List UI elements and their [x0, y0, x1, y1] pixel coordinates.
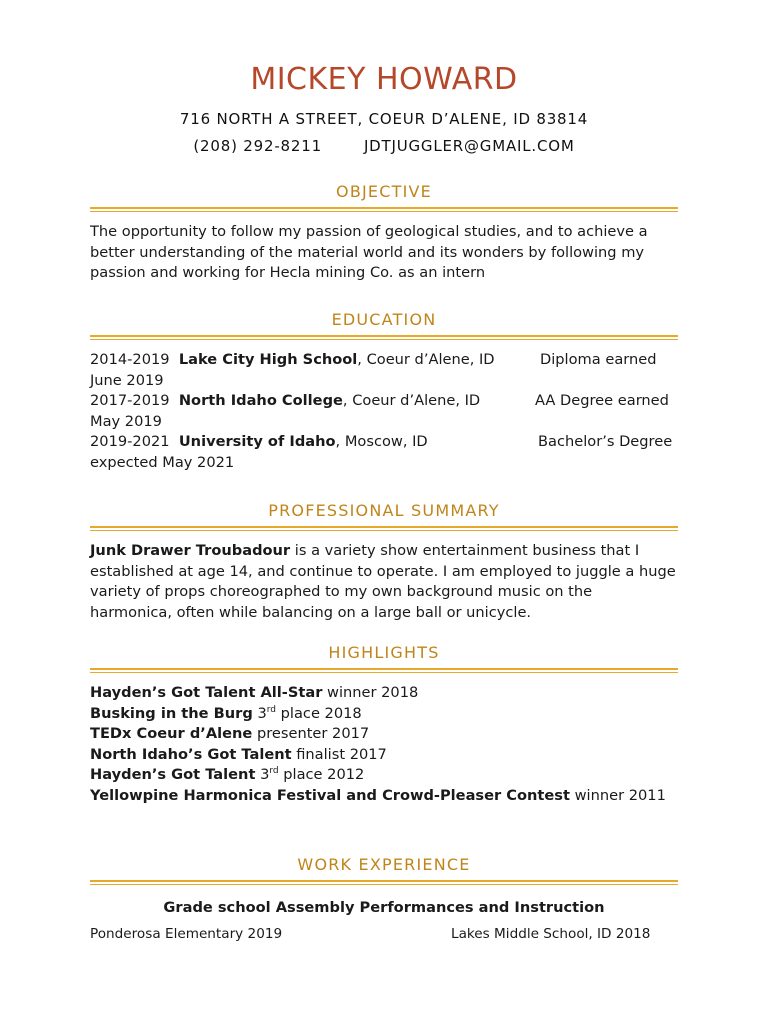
section-title-education: EDUCATION — [331, 310, 437, 329]
highlight-name: North Idaho’s Got Talent — [90, 745, 292, 763]
work-section — [90, 854, 678, 946]
highlight-item — [90, 724, 678, 745]
edu-date: expected May 2021 — [90, 453, 235, 471]
summary-text — [90, 541, 678, 623]
highlight-detail: place 2012 — [278, 766, 365, 784]
edu-location: , Coeur d’Alene, ID — [357, 351, 495, 368]
section-divider — [90, 335, 678, 340]
summary-section — [90, 500, 678, 623]
highlight-item — [90, 786, 678, 807]
highlights-section — [90, 642, 678, 807]
address: 716 NORTH A STREET, COEUR D’ALENE, ID 83814 — [179, 110, 589, 128]
company-name: Junk Drawer Troubadour — [90, 542, 291, 559]
edu-degree: Bachelor’s Degree — [538, 433, 673, 451]
edu-date: May 2019 — [90, 412, 162, 430]
highlight-name: Yellowpine Harmonica Festival and Crowd-Pleaser Contest — [90, 786, 570, 804]
education-entry — [90, 391, 678, 432]
section-title-objective: OBJECTIVE — [336, 182, 432, 201]
highlight-item — [90, 683, 678, 704]
job-locations — [90, 926, 678, 946]
highlight-item — [90, 704, 678, 725]
highlight-place: 3rd — [257, 704, 277, 722]
highlight-detail: winner 2011 — [569, 786, 666, 804]
edu-location: , Coeur d’Alene, ID — [342, 392, 481, 410]
highlight-item — [90, 765, 678, 786]
edu-location: , Moscow, ID — [335, 433, 428, 451]
section-divider — [90, 880, 678, 885]
highlight-detail: winner 2018 — [322, 684, 419, 701]
highlight-name: Hayden’s Got Talent — [90, 766, 256, 784]
section-divider — [90, 668, 678, 673]
section-title-summary: PROFESSIONAL SUMMARY — [268, 501, 500, 520]
edu-school: University of Idaho — [178, 433, 336, 451]
education-entry — [90, 432, 678, 473]
section-title-work: WORK EXPERIENCE — [297, 855, 471, 874]
highlight-place: 3rd — [260, 766, 279, 784]
highlight-name: Hayden’s Got Talent All-Star — [90, 684, 323, 701]
email: JDTJUGGLER@GMAIL.COM — [363, 137, 575, 155]
edu-degree: AA Degree earned — [535, 392, 669, 410]
summary-description: is a variety show entertainment business that I established at age 14, and continue to operate. I am employed to juggle a huge variety of props choreographed to my own background music on the harmonica, often while balancing on a large ball or unicycle. — [90, 542, 676, 621]
edu-years: 2019-2021 — [90, 433, 170, 451]
section-title-highlights: HIGHLIGHTS — [328, 643, 440, 662]
candidate-name: MICKEY HOWARD — [250, 62, 518, 97]
edu-years: 2017-2019 — [90, 392, 170, 410]
contact-line — [0, 137, 768, 155]
highlight-item — [90, 745, 678, 766]
job-title: Grade school Assembly Performances and Instruction — [163, 899, 605, 916]
edu-degree: Diploma earned — [540, 351, 657, 368]
highlight-name: TEDx Coeur d’Alene — [90, 725, 253, 743]
edu-years: 2014-2019 — [90, 351, 170, 368]
job-location-right: Lakes Middle School, ID 2018 — [451, 926, 651, 942]
education-list — [90, 350, 678, 474]
objective-section — [90, 181, 678, 284]
education-section — [90, 309, 678, 474]
highlights-list — [90, 683, 678, 807]
job-location-left: Ponderosa Elementary 2019 — [90, 926, 283, 942]
section-divider — [90, 526, 678, 531]
edu-school: Lake City High School — [178, 351, 358, 368]
highlight-detail: presenter 2017 — [252, 725, 370, 743]
education-entry — [90, 350, 678, 391]
section-divider — [90, 207, 678, 212]
highlight-detail: place 2018 — [276, 704, 362, 722]
edu-school: North Idaho College — [178, 392, 343, 410]
objective-text: The opportunity to follow my passion of geological studies, and to achieve a better understanding of the material world and its wonders by following my passion and working for Hecla mining Co. as an intern — [90, 223, 648, 282]
highlight-name: Busking in the Burg — [90, 704, 253, 722]
edu-date: June 2019 — [90, 371, 164, 389]
phone: (208) 292-8211 — [193, 137, 322, 155]
highlight-detail: finalist 2017 — [291, 745, 387, 763]
